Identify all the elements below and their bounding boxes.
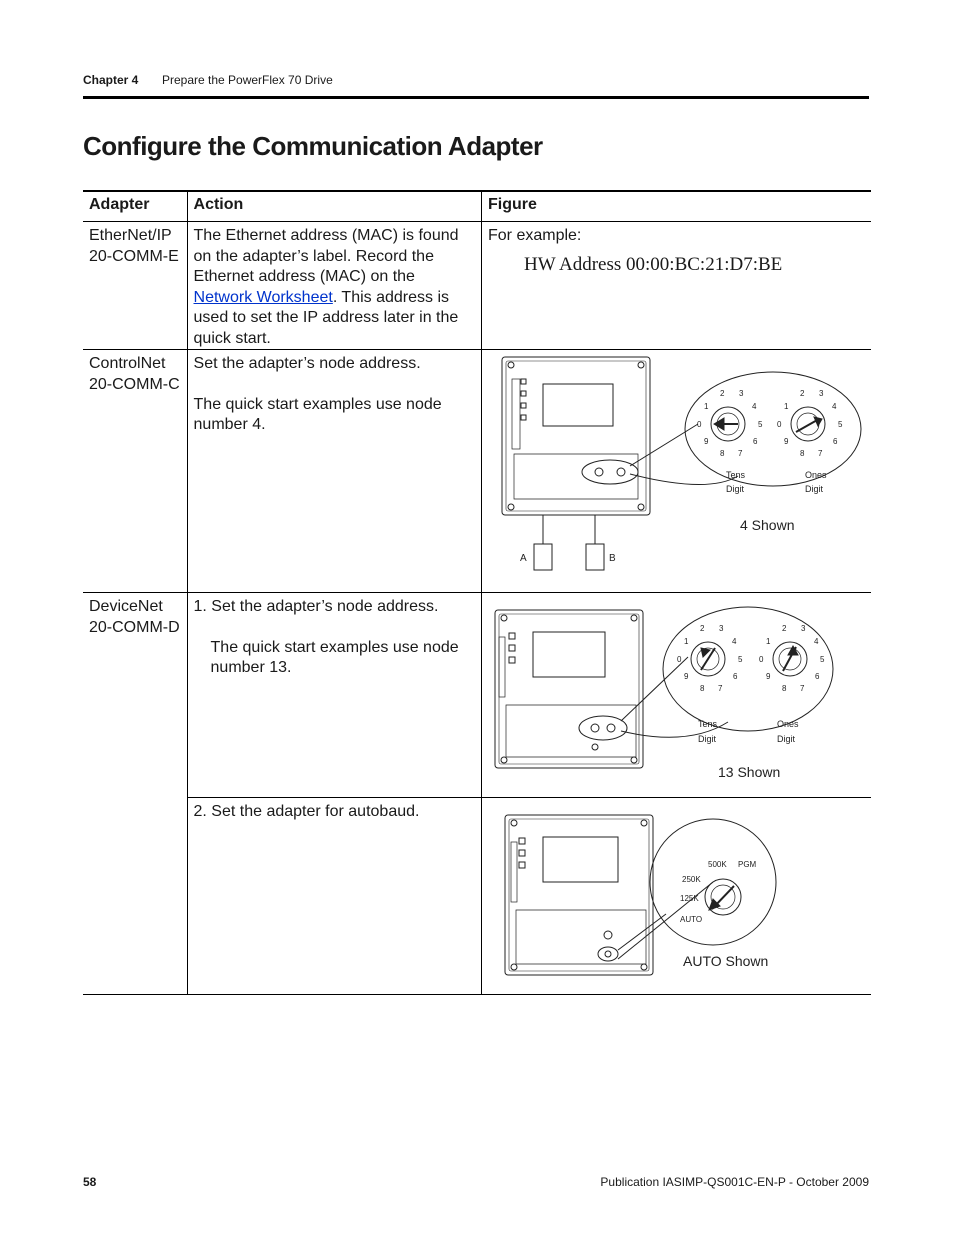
ones-switch-small: [617, 468, 625, 476]
column-header-figure: Figure: [482, 191, 872, 222]
ones-label: Ones: [805, 470, 827, 480]
connector: [512, 379, 520, 449]
svg-text:0: 0: [677, 655, 682, 664]
baud-switch-small: [598, 947, 618, 961]
port-b-connector: [586, 544, 604, 570]
svg-text:5: 5: [758, 420, 763, 429]
rate-500k: 500K: [708, 860, 727, 869]
adapter-catalog: 20-COMM-D: [89, 618, 180, 636]
action-cell: [187, 350, 481, 593]
tens-label: Tens: [698, 719, 718, 729]
svg-text:8: 8: [800, 449, 805, 458]
controlnet-switch-figure: [488, 354, 863, 584]
port-a-label: A: [520, 553, 527, 564]
adapter-label-area: [543, 837, 618, 882]
svg-text:3: 3: [719, 624, 724, 633]
svg-text:4: 4: [732, 637, 737, 646]
adapter-board: [502, 357, 650, 515]
action-cell: [187, 222, 481, 350]
tens-dial: [697, 389, 763, 458]
action-note: The quick start examples use node number 4.: [193, 395, 442, 433]
adapter-cell: [83, 350, 187, 593]
rate-pgm: PGM: [738, 860, 757, 869]
zoom-callout: [663, 607, 833, 731]
table-header-row: [83, 191, 871, 222]
table-row-devicenet: [83, 593, 871, 798]
tens-switch-small: [591, 724, 599, 732]
figure-intro: For example:: [488, 227, 582, 244]
svg-text:4: 4: [752, 402, 757, 411]
action-text: Set the adapter’s node address.: [193, 355, 421, 372]
ones-label: Ones: [777, 719, 799, 729]
header-rule: [83, 96, 869, 99]
figure-cell: [482, 222, 872, 350]
network-worksheet-link[interactable]: Network Worksheet: [193, 288, 333, 306]
svg-text:3: 3: [819, 389, 824, 398]
svg-text:8: 8: [782, 684, 787, 693]
svg-text:6: 6: [753, 437, 758, 446]
svg-text:4: 4: [832, 402, 837, 411]
figure-cell: [482, 593, 872, 798]
svg-text:1: 1: [684, 637, 689, 646]
svg-text:7: 7: [818, 449, 823, 458]
svg-text:1: 1: [784, 402, 789, 411]
adapter-name: EtherNet/IP: [89, 227, 172, 244]
adapter-board: [505, 815, 653, 975]
connector: [511, 842, 517, 902]
svg-text:3: 3: [739, 389, 744, 398]
action-text-cont: . This address is used to set the IP address later in the quick start.: [193, 288, 459, 347]
svg-text:7: 7: [738, 449, 743, 458]
rate-125k: 125K: [680, 894, 699, 903]
figure-caption: 13 Shown: [718, 764, 781, 780]
svg-text:6: 6: [833, 437, 838, 446]
ones-label-2: Digit: [805, 484, 824, 494]
section-label: Prepare the PowerFlex 70 Drive: [162, 73, 333, 87]
adapter-name: ControlNet: [89, 355, 166, 372]
ones-switch-small: [607, 724, 615, 732]
page-title: Configure the Communication Adapter: [83, 131, 543, 161]
ones-dial: [759, 624, 825, 693]
svg-text:2: 2: [800, 389, 805, 398]
svg-text:1: 1: [704, 402, 709, 411]
tens-label-2: Digit: [698, 734, 717, 744]
switch-housing: [579, 716, 627, 740]
adapter-name: DeviceNet: [89, 598, 163, 615]
table-row-devicenet-autobaud: [83, 798, 871, 995]
svg-text:9: 9: [704, 437, 709, 446]
adapter-board: [495, 610, 643, 768]
action-text: The Ethernet address (MAC) is found on the adapter’s label. Record the Ethernet address (MAC) on the: [193, 227, 459, 285]
svg-text:0: 0: [697, 420, 702, 429]
svg-text:9: 9: [684, 672, 689, 681]
switch-housing: [582, 460, 638, 484]
tens-label: Tens: [726, 470, 746, 480]
svg-text:7: 7: [718, 684, 723, 693]
column-header-action: Action: [187, 191, 481, 222]
adapter-cell: [83, 222, 187, 350]
svg-text:3: 3: [801, 624, 806, 633]
running-header: [83, 73, 333, 87]
svg-text:1: 1: [766, 637, 771, 646]
page-number: 58: [83, 1175, 97, 1189]
tens-switch-small: [595, 468, 603, 476]
step-1-text: 1. Set the adapter’s node address.: [193, 598, 439, 615]
tens-label-2: Digit: [726, 484, 745, 494]
svg-text:2: 2: [700, 624, 705, 633]
adapter-catalog: 20-COMM-C: [89, 375, 180, 393]
svg-text:7: 7: [800, 684, 805, 693]
chapter-label: Chapter 4: [83, 73, 139, 87]
hw-address: HW Address 00:00:BC:21:D7:BE: [524, 253, 783, 275]
baud-dial: [705, 879, 741, 915]
step-2-text: 2. Set the adapter for autobaud.: [193, 803, 420, 820]
svg-text:2: 2: [720, 389, 725, 398]
ones-dial: [777, 389, 843, 458]
svg-text:4: 4: [814, 637, 819, 646]
svg-text:5: 5: [738, 655, 743, 664]
table-row-controlnet: [83, 350, 871, 593]
figure-cell: [482, 798, 872, 995]
port-b-label: B: [609, 553, 616, 564]
figure-cell: [482, 350, 872, 593]
adapter-cell: [83, 593, 187, 995]
adapter-table: [83, 190, 871, 995]
publication-info: Publication IASIMP-QS001C-EN-P - October 2009: [600, 1175, 869, 1189]
svg-text:9: 9: [766, 672, 771, 681]
autobaud-switch-figure: [488, 802, 863, 986]
figure-caption: 4 Shown: [740, 517, 795, 533]
table-row-ethernet: [83, 222, 871, 350]
devicenet-switch-figure: [488, 597, 863, 789]
svg-text:8: 8: [720, 449, 725, 458]
svg-text:6: 6: [733, 672, 738, 681]
adapter-label-area: [533, 632, 605, 677]
svg-text:8: 8: [700, 684, 705, 693]
column-header-adapter: Adapter: [83, 191, 187, 222]
action-cell: [187, 798, 481, 995]
step-1-note: The quick start examples use node number 13.: [210, 638, 459, 676]
rate-auto: AUTO: [680, 915, 703, 924]
rate-250k: 250K: [682, 875, 701, 884]
svg-text:0: 0: [759, 655, 764, 664]
svg-text:5: 5: [838, 420, 843, 429]
adapter-catalog: 20-COMM-E: [89, 247, 179, 265]
svg-text:5: 5: [820, 655, 825, 664]
svg-text:2: 2: [782, 624, 787, 633]
connector: [499, 637, 505, 697]
svg-text:9: 9: [784, 437, 789, 446]
adapter-label-area: [543, 384, 613, 426]
figure-caption: AUTO Shown: [683, 953, 769, 969]
port-a-connector: [534, 544, 552, 570]
svg-text:6: 6: [815, 672, 820, 681]
ones-label-2: Digit: [777, 734, 796, 744]
action-cell: [187, 593, 481, 798]
svg-text:0: 0: [777, 420, 782, 429]
